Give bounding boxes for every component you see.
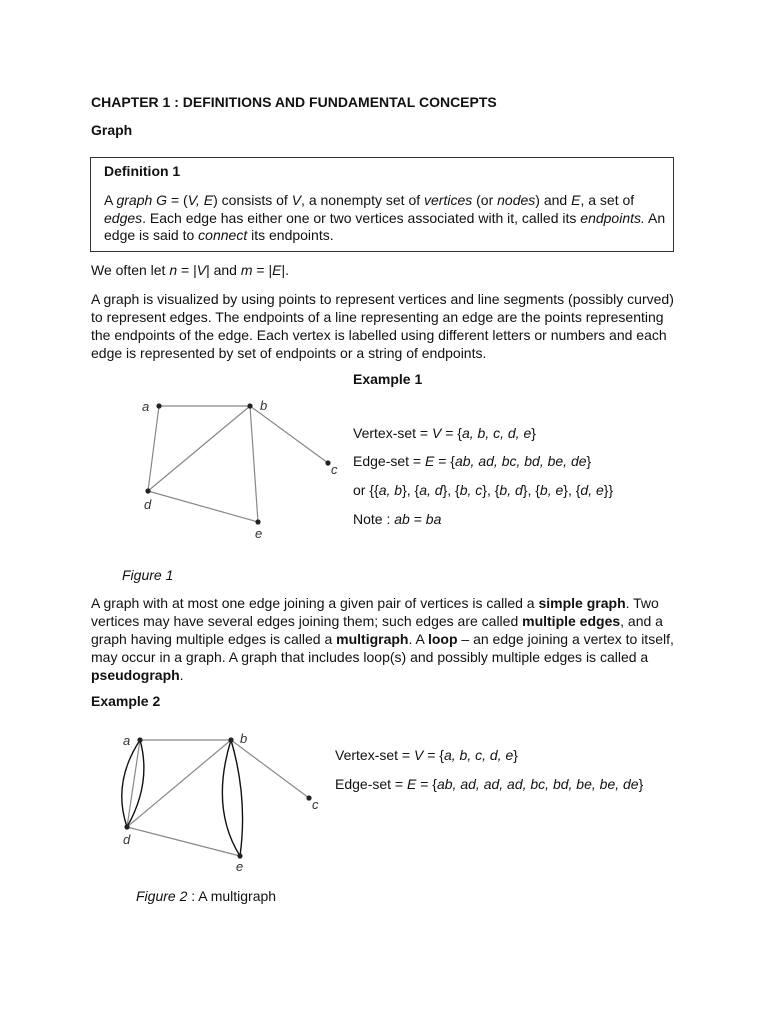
definition-title: Definition 1 [104, 163, 181, 179]
example-2-title: Example 2 [91, 693, 161, 709]
figure-2-graph [110, 728, 340, 880]
edge-de [148, 491, 258, 522]
edge-bd [148, 406, 250, 491]
nm-definition: We often let n = |V| and m = |E|. [91, 262, 289, 278]
edge-bc [231, 740, 309, 798]
definition-line-3: edge is said to connect its endpoints. [104, 227, 334, 243]
vertex-d [145, 488, 150, 493]
section-title: Graph [91, 122, 133, 138]
label-e: e [236, 859, 244, 874]
example-1-title: Example 1 [353, 371, 423, 387]
edge-de [127, 827, 240, 856]
label-a: a [142, 399, 150, 414]
label-b: b [240, 731, 248, 746]
example-1-vertex-set: Vertex-set = V = {a, b, c, d, e} [353, 425, 536, 441]
label-c: c [312, 797, 319, 812]
label-b: b [260, 398, 268, 413]
vertex-c [306, 795, 311, 800]
vertex-b [228, 737, 233, 742]
paragraph-visualization: A graph is visualized by using points to represent vertices and line segments (possibly curved) to represent edges. The endpoints of a line representing an edge are the points representing the endpoints of the edge. Each vertex is labelled using different letters or numbers and each edge is represented by set of endpoints or a string of endpoints. [91, 291, 674, 361]
edge-ad [148, 406, 159, 491]
vertex-a [156, 403, 161, 408]
vertex-c [325, 460, 330, 465]
label-d: d [123, 832, 131, 847]
example-1-edge-set: Edge-set = E = {ab, ad, bc, bd, be, de} [353, 453, 592, 469]
example-1-note: Note : ab = ba [353, 511, 442, 527]
figure-1-graph [130, 395, 360, 545]
definition-line-2: edges. Each edge has either one or two vertices associated with it, called its endpoints. An [104, 210, 666, 226]
label-e: e [255, 526, 263, 541]
figure-1-caption: Figure 1 [122, 567, 174, 583]
vertex-a [137, 737, 142, 742]
edge-be [250, 406, 258, 522]
example-2-edge-set: Edge-set = E = {ab, ad, ad, ad, bc, bd, be, be, de} [335, 776, 644, 792]
example-2-vertex-set: Vertex-set = V = {a, b, c, d, e} [335, 747, 518, 763]
vertex-e [255, 519, 260, 524]
example-1-edge-set-alt: or {{a, b}, {a, d}, {b, c}, {b, d}, {b, e}, {d, e}} [353, 482, 614, 498]
vertex-b [247, 403, 252, 408]
label-d: d [144, 497, 152, 512]
label-c: c [331, 462, 338, 477]
paragraph-multigraph: A graph with at most one edge joining a given pair of vertices is called a simple graph. Two vertices may have several edges joining them; such edges are called multiple edges, and a graph having multiple edges is called a multigraph. A loop – an edge joining a vertex to itself, may occur in a graph. A graph that includes loop(s) and possibly multiple edges is called a pseudograph. [91, 595, 674, 683]
chapter-title: CHAPTER 1 : DEFINITIONS AND FUNDAMENTAL CONCEPTS [91, 94, 497, 110]
edge-ad-2 [122, 740, 140, 827]
edge-be-1 [222, 740, 240, 856]
vertex-d [124, 824, 129, 829]
figure-2-caption: Figure 2 : A multigraph [136, 888, 277, 904]
edge-bc [250, 406, 328, 463]
edge-be-2 [231, 740, 243, 856]
label-a: a [123, 733, 131, 748]
vertex-e [237, 853, 242, 858]
definition-line-1: A graph G = (V, E) consists of V, a nonempty set of vertices (or nodes) and E, a set of [104, 192, 635, 208]
